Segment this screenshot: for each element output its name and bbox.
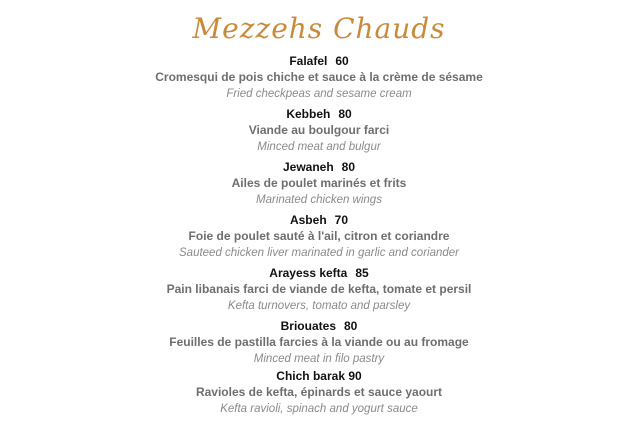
- item-heading: [0, 213, 638, 228]
- menu-item-chich-barak: [0, 369, 638, 417]
- item-description-en: Minced meat and bulgur: [257, 141, 381, 153]
- item-description-fr: Ailes de poulet marinés et frits: [231, 176, 407, 190]
- menu-item-kebbeh: [0, 107, 638, 155]
- item-price: 60: [335, 54, 349, 68]
- item-heading: [0, 54, 638, 69]
- item-name: Falafel: [289, 54, 328, 68]
- item-price: 80: [344, 319, 358, 333]
- item-heading: [0, 369, 638, 384]
- item-name: Kebbeh: [286, 107, 331, 121]
- item-description-fr: Feuilles de pastilla farcies à la viande ou au fromage: [169, 335, 469, 349]
- item-heading: [0, 107, 638, 122]
- item-name: Briouates: [280, 319, 336, 333]
- item-price: 90: [348, 369, 362, 383]
- item-price: 80: [341, 160, 356, 174]
- item-name: Jewaneh: [282, 160, 334, 174]
- item-heading: [0, 160, 638, 175]
- item-description-en: Kefta ravioli, spinach and yogurt sauce: [220, 403, 418, 415]
- menu-item-falafel: [0, 54, 638, 102]
- item-description-fr: Foie de poulet sauté à l'ail, citron et coriandre: [188, 229, 450, 243]
- item-description-fr: Ravioles de kefta, épinards et sauce yaourt: [195, 385, 443, 399]
- item-description-fr: Pain libanais farci de viande de kefta, tomate et persil: [166, 282, 472, 296]
- item-name: Asbeh: [289, 213, 327, 227]
- item-description-en: Minced meat in filo pastry: [253, 353, 385, 365]
- menu-list: [0, 54, 638, 417]
- item-price: 70: [334, 213, 349, 227]
- item-name: Chich barak: [276, 369, 345, 383]
- menu-item-asbeh: [0, 213, 638, 261]
- item-description-fr: Viande au boulgour farci: [248, 123, 390, 137]
- menu-item-jewaneh: [0, 160, 638, 208]
- item-description-en: Kefta turnovers, tomato and parsley: [227, 300, 411, 312]
- menu-item-arayess-kefta: [0, 266, 638, 314]
- item-heading: [0, 319, 638, 334]
- item-price: 80: [338, 107, 352, 121]
- item-description-en: Sauteed chicken liver marinated in garlic and coriander: [179, 247, 459, 259]
- item-description-en: Fried checkpeas and sesame cream: [226, 88, 412, 100]
- menu-item-briouates: [0, 319, 638, 367]
- menu-title: Mezzehs Chauds: [192, 12, 446, 45]
- item-heading: [0, 266, 638, 281]
- item-description-en: Marinated chicken wings: [256, 194, 382, 206]
- item-price: 85: [355, 266, 369, 280]
- item-name: Arayess kefta: [269, 266, 348, 280]
- item-description-fr: Cromesqui de pois chiche et sauce à la crème de sésame: [155, 70, 483, 84]
